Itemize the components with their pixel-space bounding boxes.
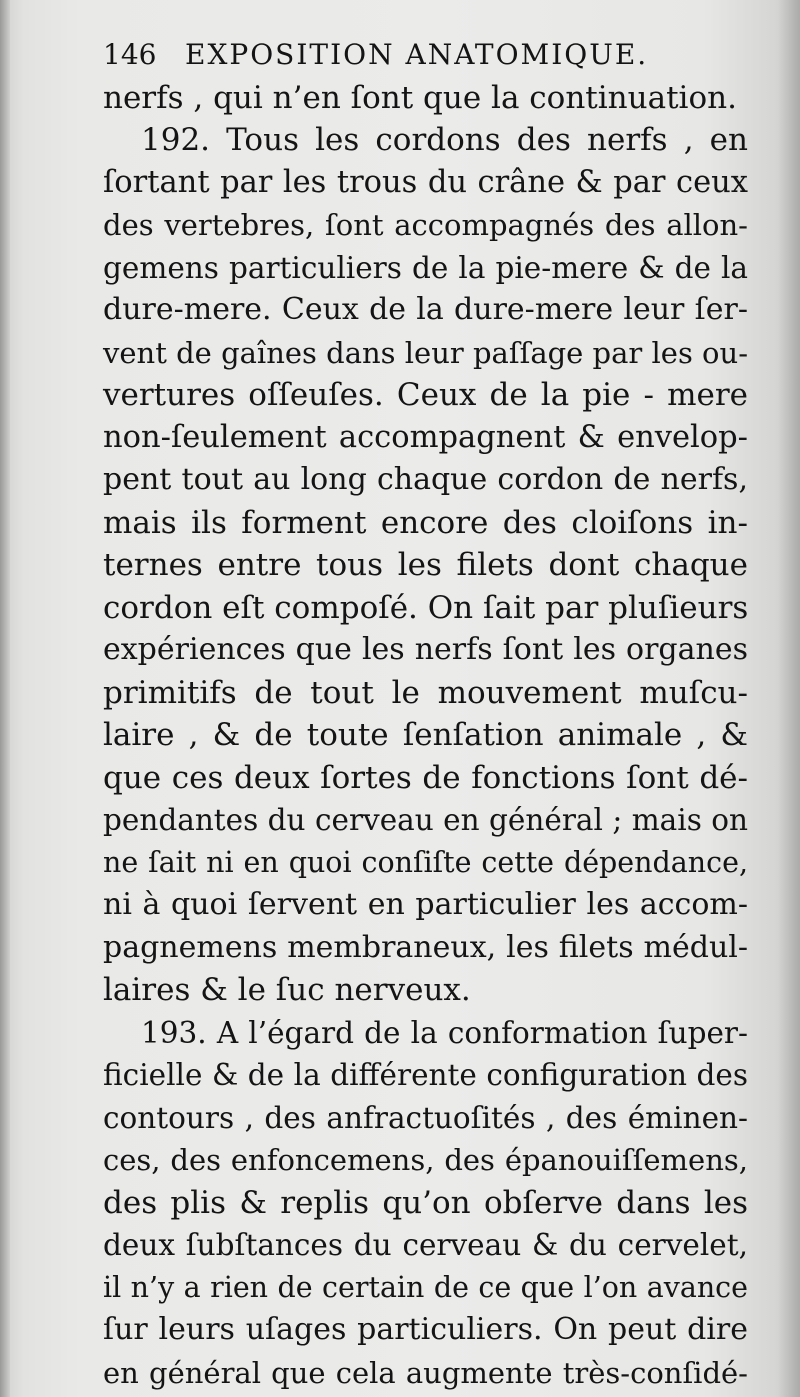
text-line: nerfs , qui n’en ſont que la continuation. [103,79,737,116]
text-line: pagnemens membraneux, les filets médul- [103,929,748,965]
running-title: EXPOSITION ANATOMIQUE. [185,38,649,71]
text-line: ternes entre tous les filets dont chaque [103,547,748,583]
text-line: 192. Tous les cordons des nerfs , en [141,122,748,158]
page-edge-shadow [778,0,800,1397]
text-line: en général que cela augmente très-conſidé- [103,1355,748,1390]
text-line: ſur leurs uſages particuliers. On peut dire [103,1312,748,1347]
text-line: cordon eſt compoſé. On ſait par pluſieurs [103,589,749,626]
text-line: ſortant par les trous du crâne & par ceux [103,164,748,200]
text-line: expériences que les nerfs ſont les organes [103,632,748,667]
text-line: pendantes du cerveau en général ; mais on [103,803,748,837]
text-line: gemens particuliers de la pie-mere & de la [103,250,748,285]
text-line: laire , & de toute ſenſation animale , & [103,717,748,753]
text-line: vertures oſſeuſes. Ceux de la pie - mere [103,377,748,413]
page-text [103,34,748,1394]
text-line: contours , des anfractuoſités , des éminen- [103,1100,748,1135]
text-line: pent tout au long chaque cordon de nerfs, [103,462,748,497]
text-line: laires & le ſuc nerveux. [103,972,471,1008]
text-line: ces, des enfoncemens, des épanouiſſemens, [103,1143,748,1177]
text-line: ne ſait ni en quoi conſiſte cette dépendance, [103,845,748,879]
text-line: que ces deux ſortes de fonctions ſont dé- [103,759,748,796]
text-line: ni à quoi ſervent en particulier les accom- [103,887,748,922]
body-text [103,77,748,1395]
text-line: ficielle & de la différente configuration des [103,1058,748,1092]
text-line: non-ſeulement accompagnent & envelop- [103,419,748,455]
text-line: dure-mere. Ceux de la dure-mere leur ſer- [103,292,748,327]
page-gutter-edge [0,0,10,1397]
running-header [103,34,748,77]
text-line: des vertebres, ſont accompagnés des allon- [103,208,748,242]
text-line: vent de gaînes dans leur paſſage par les ou- [103,335,748,370]
text-line: des plis & replis qu’on obſerve dans les [103,1184,748,1221]
text-line: 193. A l’égard de la conformation ſuper- [141,1015,748,1050]
text-line: primitifs de tout le mouvement muſcu- [103,674,748,711]
text-line: il n’y a rien de certain de ce que l’on avance [103,1270,748,1304]
page-number: 146 [103,38,157,71]
text-line: deux ſubſtances du cerveau & du cervelet, [103,1228,748,1262]
text-line: mais ils forment encore des cloiſons in- [103,504,748,541]
